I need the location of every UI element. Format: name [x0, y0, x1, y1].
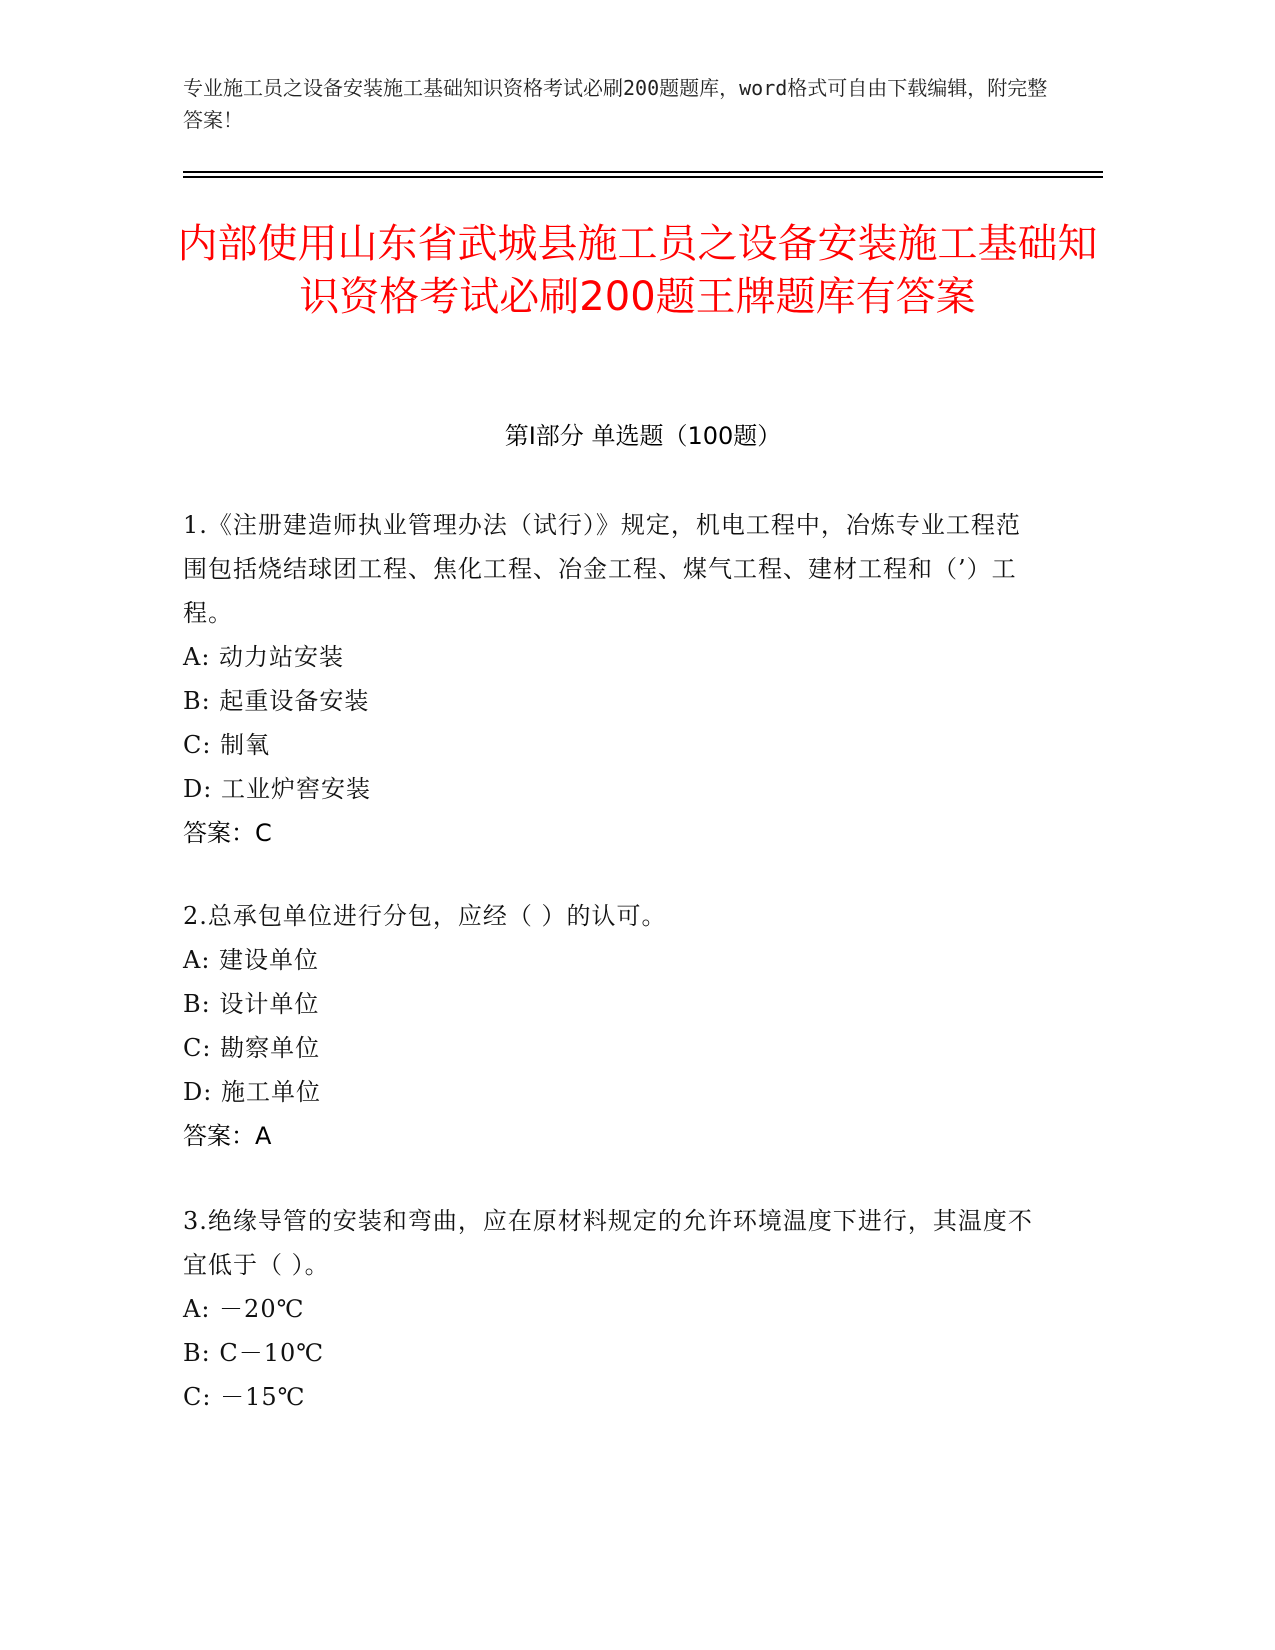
option-a: A: 动力站安装	[183, 643, 345, 671]
document-title: 内部使用山东省武城县施工员之设备安装施工基础知识资格考试必刷200题王牌题库有答案	[177, 221, 1098, 320]
option-b: B: 起重设备安装	[183, 687, 370, 715]
header-divider-bottom	[183, 176, 1103, 178]
section-title: 第Ⅰ部分 单选题（100题）	[504, 422, 782, 450]
answer: 答案：A	[183, 1122, 272, 1150]
option-b: B: 设计单位	[183, 990, 320, 1018]
option-d: D: 施工单位	[183, 1078, 321, 1106]
answer: 答案：C	[183, 819, 272, 847]
option-b: B: C－10℃	[183, 1339, 325, 1367]
question-1	[183, 503, 1033, 855]
option-a: A: 建设单位	[183, 946, 320, 974]
header-note: 专业施工员之设备安装施工基础知识资格考试必刷200题题库，word格式可自由下载编辑，附完整答案！	[183, 76, 1048, 132]
header-divider-top	[183, 171, 1103, 173]
question-stem: 1.《注册建造师执业管理办法（试行）》规定，机电工程中，冶炼专业工程范围包括烧结球团工程、焦化工程、冶金工程、煤气工程、建材工程和（’）工程。	[183, 511, 1021, 627]
option-c: C: －15℃	[183, 1383, 306, 1411]
option-c: C: 制氧	[183, 731, 271, 759]
question-2	[183, 894, 1033, 1158]
question-stem: 3.绝缘导管的安装和弯曲，应在原材料规定的允许环境温度下进行，其温度不宜低于（ ）。	[183, 1207, 1033, 1279]
question-stem: 2.总承包单位进行分包，应经（ ）的认可。	[183, 902, 667, 930]
option-c: C: 勘察单位	[183, 1034, 321, 1062]
option-a: A: －20℃	[183, 1295, 305, 1323]
question-3	[183, 1199, 1033, 1419]
option-d: D: 工业炉窖安装	[183, 775, 371, 803]
